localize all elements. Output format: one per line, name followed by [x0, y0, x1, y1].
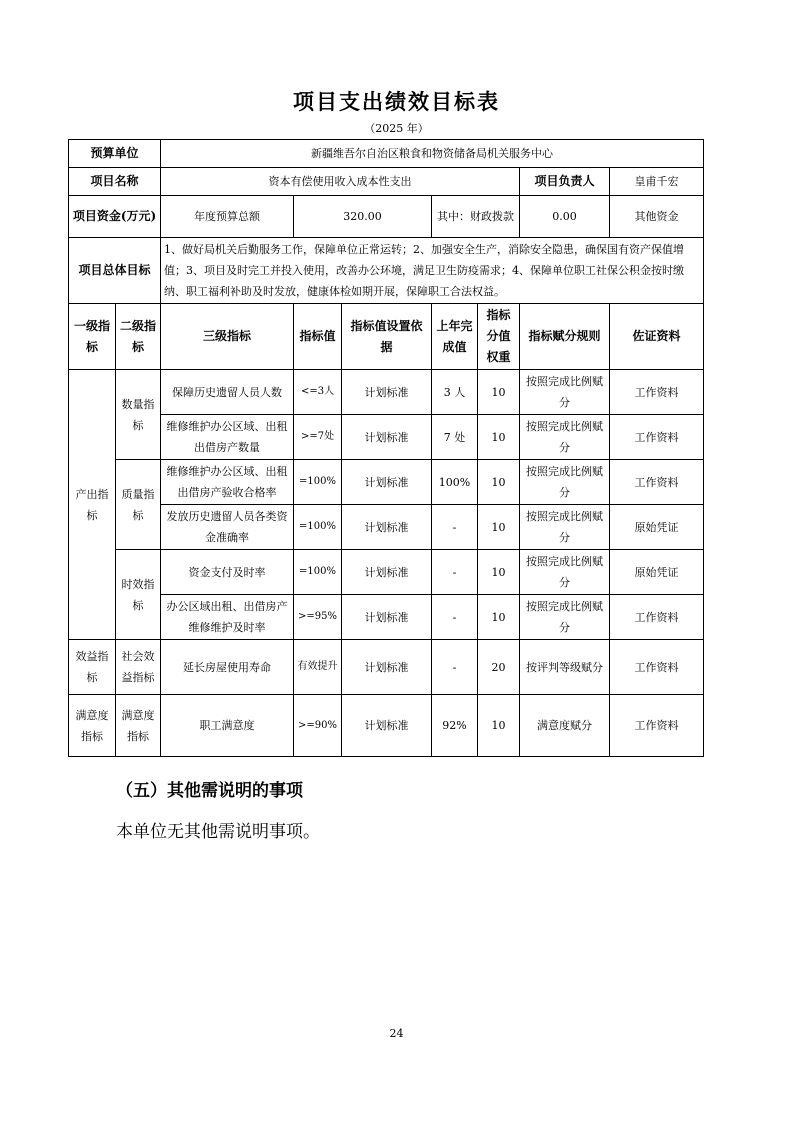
row-evidence: 工作资料 [610, 460, 704, 505]
row-name: 维修维护办公区域、出租出借房产数量 [161, 415, 294, 460]
row-weight: 10 [478, 415, 520, 460]
group-satis: 满意度指标 [69, 695, 116, 757]
row-value: =100% [294, 505, 342, 550]
group-benefit: 效益指标 [69, 640, 116, 695]
row-last: - [432, 550, 478, 595]
row-value: <=3人 [294, 370, 342, 415]
table-row [69, 415, 704, 460]
group-social: 社会效益指标 [116, 640, 161, 695]
row-value: =100% [294, 460, 342, 505]
row-value: 有效提升 [294, 640, 342, 695]
row-evidence: 工作资料 [610, 595, 704, 640]
row-last: - [432, 505, 478, 550]
fund-total-value: 320.00 [294, 196, 432, 238]
row-basis: 计划标准 [342, 640, 432, 695]
row-basis: 计划标准 [342, 460, 432, 505]
row-name: 保障历史遗留人员人数 [161, 370, 294, 415]
row-rule: 按照完成比例赋分 [520, 505, 610, 550]
row-rule: 按照完成比例赋分 [520, 370, 610, 415]
row-value: >=90% [294, 695, 342, 757]
group-satis2: 满意度指标 [116, 695, 161, 757]
row-evidence: 工作资料 [610, 415, 704, 460]
row-name: 办公区域出租、出借房产维修维护及时率 [161, 595, 294, 640]
section-heading: （五）其他需说明的事项 [116, 781, 303, 801]
fund-fiscal-value: 0.00 [520, 196, 610, 238]
row-rule: 按照完成比例赋分 [520, 550, 610, 595]
row-basis: 计划标准 [342, 695, 432, 757]
row-rule: 按评判等级赋分 [520, 640, 610, 695]
fund-row [69, 196, 704, 238]
row-evidence: 工作资料 [610, 370, 704, 415]
section-text: 本单位无其他需说明事项。 [116, 822, 320, 842]
row-name: 资金支付及时率 [161, 550, 294, 595]
row-weight: 20 [478, 640, 520, 695]
fund-fiscal-label: 其中：财政拨款 [432, 196, 520, 238]
row-evidence: 原始凭证 [610, 550, 704, 595]
table-row [69, 460, 704, 505]
row-last: 3 人 [432, 370, 478, 415]
unit-value: 新疆维吾尔自治区粮食和物资储备局机关服务中心 [161, 140, 704, 168]
owner-label: 项目负责人 [520, 168, 610, 196]
row-evidence: 工作资料 [610, 695, 704, 757]
row-basis: 计划标准 [342, 370, 432, 415]
row-last: 100% [432, 460, 478, 505]
table-row [69, 550, 704, 595]
table-row [69, 640, 704, 695]
page-title: 项目支出绩效目标表 [293, 89, 500, 114]
col-value: 指标值 [294, 304, 342, 370]
row-last: 92% [432, 695, 478, 757]
col-lv3: 三级指标 [161, 304, 294, 370]
row-evidence: 原始凭证 [610, 505, 704, 550]
row-name: 延长房屋使用寿命 [161, 640, 294, 695]
name-label: 项目名称 [69, 168, 161, 196]
goal-row [69, 238, 704, 304]
row-basis: 计划标准 [342, 550, 432, 595]
table-row [69, 505, 704, 550]
unit-row [69, 140, 704, 168]
row-name: 维修维护办公区域、出租出借房产验收合格率 [161, 460, 294, 505]
row-weight: 10 [478, 460, 520, 505]
col-basis: 指标值设置依据 [342, 304, 432, 370]
row-weight: 10 [478, 595, 520, 640]
row-basis: 计划标准 [342, 595, 432, 640]
group-time: 时效指标 [116, 550, 161, 640]
row-value: >=7处 [294, 415, 342, 460]
col-rule: 指标赋分规则 [520, 304, 610, 370]
column-header-row [69, 304, 704, 370]
row-basis: 计划标准 [342, 415, 432, 460]
row-weight: 10 [478, 695, 520, 757]
name-row [69, 168, 704, 196]
row-name: 发放历史遗留人员各类资金准确率 [161, 505, 294, 550]
col-weight: 指标分值权重 [478, 304, 520, 370]
col-lv1: 一级指标 [69, 304, 116, 370]
col-lv2: 二级指标 [116, 304, 161, 370]
row-weight: 10 [478, 370, 520, 415]
owner-value: 皇甫千宏 [610, 168, 704, 196]
performance-table [68, 139, 704, 757]
unit-label: 预算单位 [69, 140, 161, 168]
row-weight: 10 [478, 550, 520, 595]
row-basis: 计划标准 [342, 505, 432, 550]
row-value: >=95% [294, 595, 342, 640]
fund-total-label: 年度预算总额 [161, 196, 294, 238]
fund-label: 项目资金(万元) [69, 196, 161, 238]
row-rule: 按照完成比例赋分 [520, 460, 610, 505]
row-last: - [432, 595, 478, 640]
table-row [69, 695, 704, 757]
goal-value: 1、做好局机关后勤服务工作，保障单位正常运转；2、加强安全生产，消除安全隐患，确保国有资产保值增值；3、项目及时完工并投入使用，改善办公环境，满足卫生防疫需求；4、保障单位职工社保公积金按时缴纳、职工福利补助及时发放，健康体检如期开展，保障职工合法权益。 [161, 238, 704, 304]
row-value: =100% [294, 550, 342, 595]
table-row [69, 370, 704, 415]
row-name: 职工满意度 [161, 695, 294, 757]
row-rule: 按照完成比例赋分 [520, 595, 610, 640]
col-evidence: 佐证资料 [610, 304, 704, 370]
year-label: （2025 年） [364, 122, 429, 135]
group-qty: 数量指标 [116, 370, 161, 460]
fund-other-label: 其他资金 [610, 196, 704, 238]
row-rule: 满意度赋分 [520, 695, 610, 757]
row-last: - [432, 640, 478, 695]
goal-label: 项目总体目标 [69, 238, 161, 304]
table-row [69, 595, 704, 640]
name-value: 资本有偿使用收入成本性支出 [161, 168, 520, 196]
row-evidence: 工作资料 [610, 640, 704, 695]
col-last: 上年完成值 [432, 304, 478, 370]
page-number: 24 [389, 1027, 404, 1040]
row-rule: 按照完成比例赋分 [520, 415, 610, 460]
row-last: 7 处 [432, 415, 478, 460]
group-output: 产出指标 [69, 370, 116, 640]
row-weight: 10 [478, 505, 520, 550]
group-quality: 质量指标 [116, 460, 161, 550]
